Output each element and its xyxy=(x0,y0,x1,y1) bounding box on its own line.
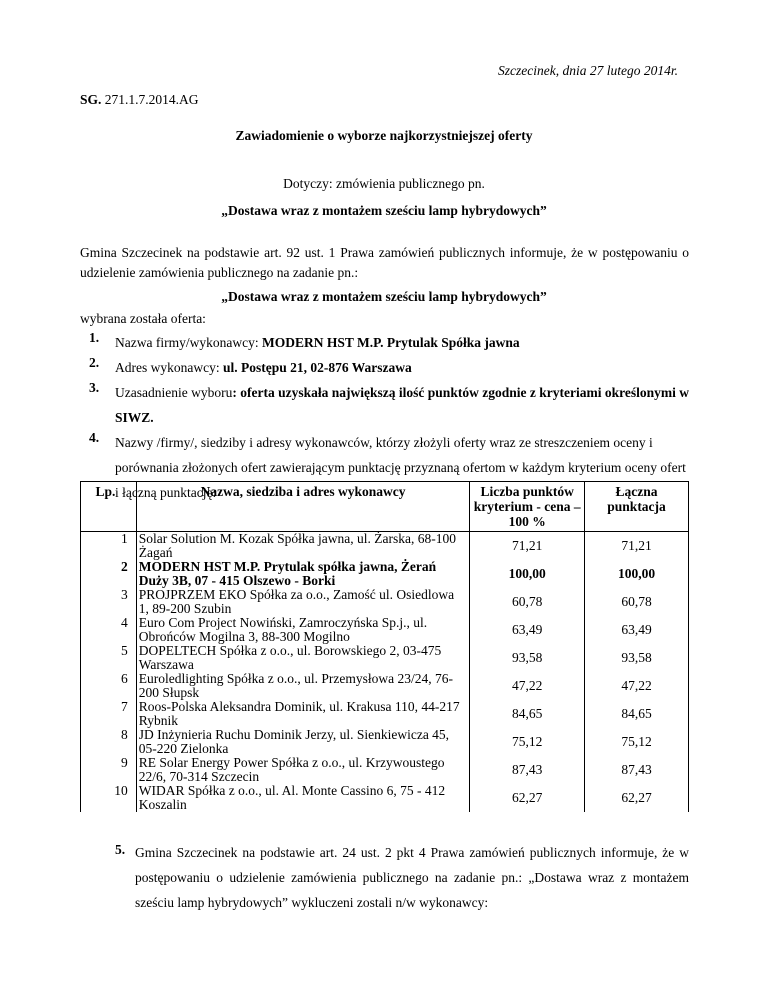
table-row: 7 Roos-Polska Aleksandra Dominik, ul. Krakusa 110, 44-217 Rybnik 84,65 84,65 xyxy=(81,700,689,728)
item-label: Uzasadnienie wyboru xyxy=(115,385,233,400)
chosen-line: wybrana została oferta: xyxy=(80,311,206,326)
reference-number xyxy=(80,92,199,108)
intro-title: „Dostawa wraz z montażem sześciu lamp hybrydowych” xyxy=(221,289,547,304)
reference-prefix: SG. xyxy=(80,92,102,107)
header-score: Liczba punktów kryterium - cena – 100 % xyxy=(470,482,585,532)
intro-paragraph: Gmina Szczecinek na podstawie art. 92 ust. 1 Prawa zamówień publicznych informuje, że w postępowaniu o udzielenie zamówienia publicznego na zadanie pn.: xyxy=(80,245,689,280)
item-value: MODERN HST M.P. Prytulak Spółka jawna xyxy=(261,335,520,350)
table-row: 8 JD Inżynieria Ruchu Dominik Jerzy, ul. Sienkiewicza 45, 05-220 Zielonka 75,12 75,12 xyxy=(81,728,689,756)
item-value: ul. Postępu 21, 02-876 Warszawa xyxy=(222,360,412,375)
table-row: 3 PROJPRZEM EKO Spółka za o.o., Zamość ul. Osiedlowa 1, 89-200 Szubin 60,78 60,78 xyxy=(81,588,689,616)
table-row: 2 MODERN HST M.P. Prytulak spółka jawna, Żerań Duży 3B, 07 - 415 Olszewo - Borki 100,00 100,00 xyxy=(81,560,689,588)
item5-text: Gmina Szczecinek na podstawie art. 24 ust. 2 pkt 4 Prawa zamówień publicznych informuje, że w postępowaniu o udzielenie zamówienia publicznego na zadanie pn.: „Dostawa wraz z montażem sześciu lamp hybrydowych” wykluczeni zostali n/w wykonawcy: xyxy=(135,845,689,910)
table-row: 1 Solar Solution M. Kozak Spółka jawna, ul. Żarska, 68-100 Żagań 71,21 71,21 xyxy=(81,532,689,561)
item-label: Nazwy /firmy/, siedziby i adresy wykonawców, którzy złożyli oferty wraz ze streszczeniem oceny i porównania złożonych ofert zawierającym punktację przyznaną ofertom w każdym kryterium oceny ofert i łączną punktację: xyxy=(115,435,686,500)
header-total: Łączna punktacja xyxy=(585,482,689,532)
table-header-row xyxy=(81,482,689,532)
table-row: 6 Euroledlighting Spółka z o.o., ul. Przemysłowa 23/24, 76-200 Słupsk 47,22 47,22 xyxy=(81,672,689,700)
document-title: Zawiadomienie o wyborze najkorzystniejszej oferty xyxy=(235,128,533,143)
item-label: Adres wykonawcy: xyxy=(115,360,223,375)
offers-table xyxy=(80,481,689,812)
table-row: 4 Euro Com Project Nowiński, Zamroczyńska Sp.j., ul. Obrońców Mogilna 3, 88-300 Mogilno 63,49 63,49 xyxy=(81,616,689,644)
item-label: Nazwa firmy/wykonawcy: xyxy=(115,335,262,350)
item-value: : oferta uzyskała największą ilość punktów zgodnie z kryteriami określonymi w SIWZ. xyxy=(115,385,689,425)
reference-value: 271.1.7.2014.AG xyxy=(104,92,199,107)
table-row: 10 WIDAR Spółka z o.o., ul. Al. Monte Cassino 6, 75 - 412 Koszalin 62,27 62,27 xyxy=(81,784,689,812)
subject-line: Dotyczy: zmówienia publicznego pn. xyxy=(283,176,485,191)
table-row: 9 RE Solar Energy Power Spółka z o.o., ul. Krzywoustego 22/6, 70-314 Szczecin 87,43 87,43 xyxy=(81,756,689,784)
header-lp: Lp. xyxy=(81,482,137,532)
header-name: Nazwa, siedziba i adres wykonawcy xyxy=(200,484,406,499)
subject-title: „Dostawa wraz z montażem sześciu lamp hybrydowych” xyxy=(221,203,547,218)
place-date: Szczecinek, dnia 27 lutego 2014r. xyxy=(498,63,678,78)
table-row: 5 DOPELTECH Spółka z o.o., ul. Borowskiego 2, 03-475 Warszawa 93,58 93,58 xyxy=(81,644,689,672)
